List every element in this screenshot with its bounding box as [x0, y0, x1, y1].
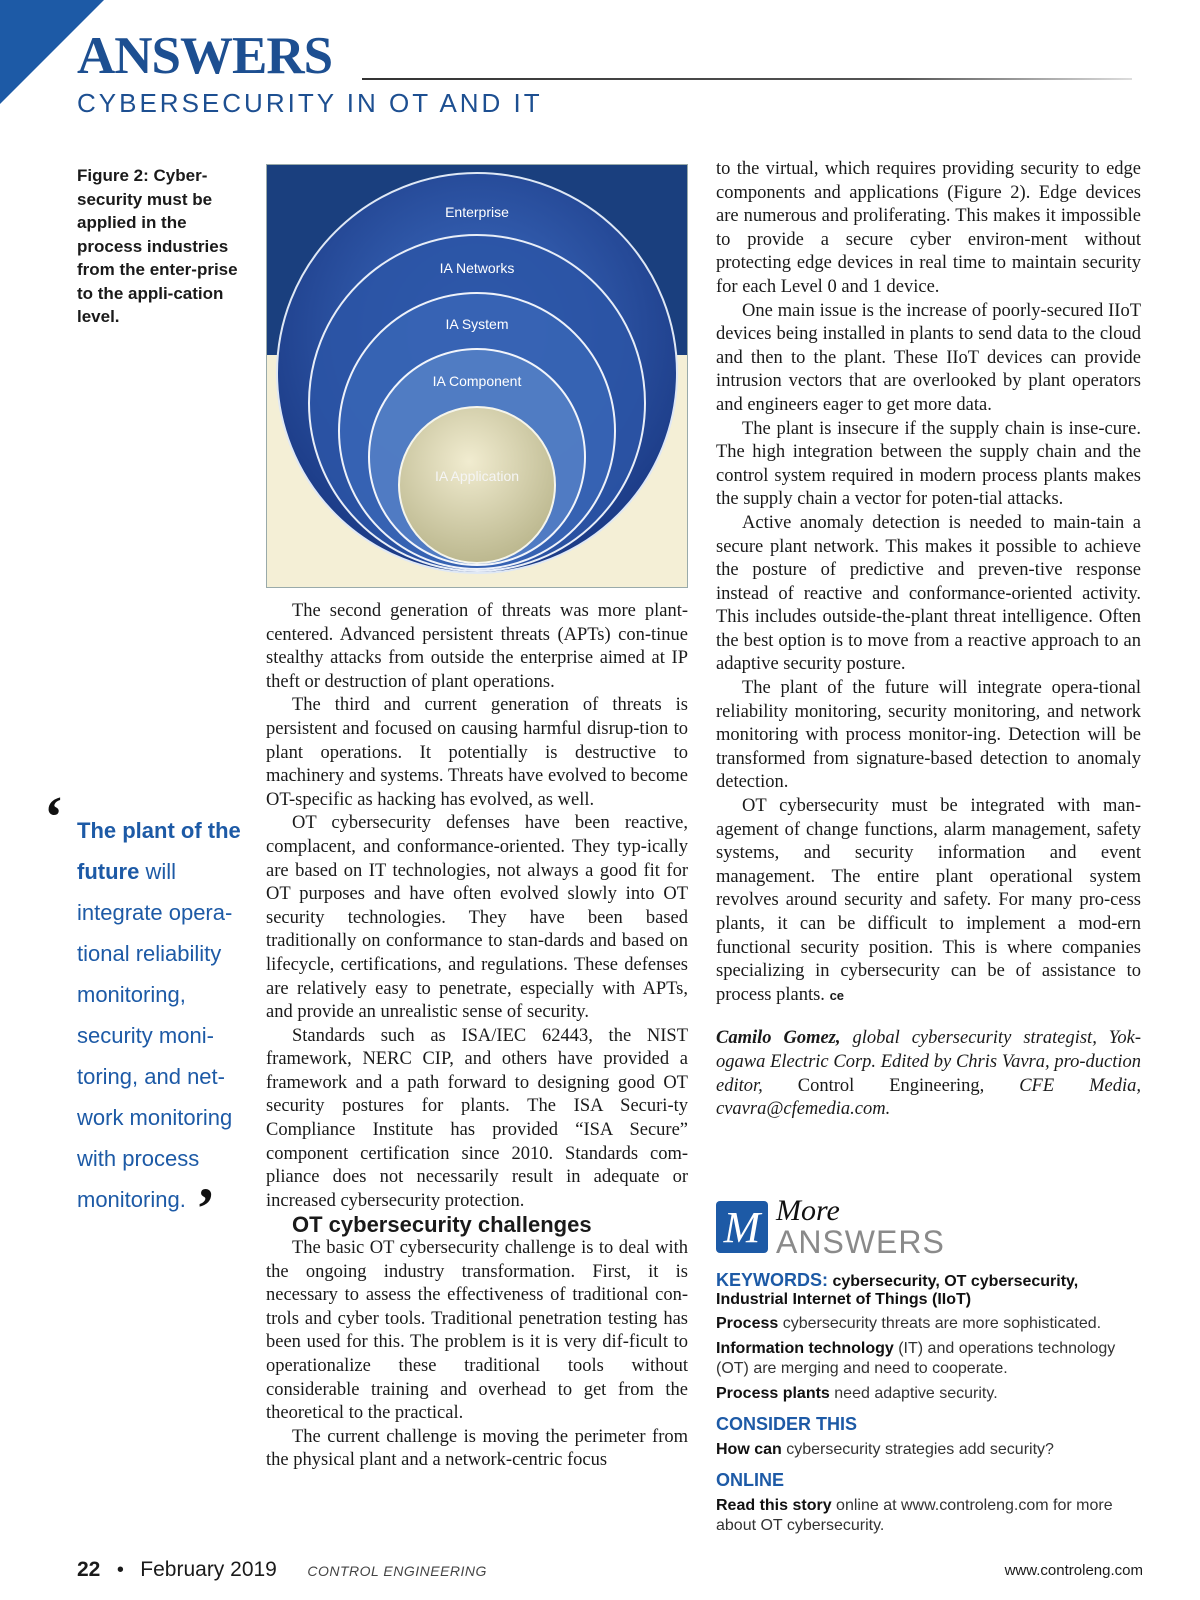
- section-heading: OT cybersecurity challenges: [292, 1212, 592, 1238]
- label-ia-application: IA Application: [434, 468, 520, 484]
- takeaway-text: (IT) and operations technology (OT) are merging and need to cooperate.: [716, 1340, 1116, 1377]
- label-ia-networks: IA Networks: [439, 260, 515, 276]
- label-ia-component: IA Component: [432, 373, 522, 389]
- online-text: online at www.controleng.com for more about OT cybersecurity.: [716, 1497, 1113, 1534]
- paragraph-continuation: to the virtual, which requires providing security to edge components and applications (Figure 2). Edge devices are numerous and proliferating. This makes it impossible to provide a secure cyber environ-ment without protecting edge devices in real time to maintain security for each Level 0 and 1 device.: [716, 159, 1141, 297]
- keywords-text: cybersecurity, OT cybersecurity, Industrial Internet of Things (IIoT): [716, 1273, 1079, 1308]
- paragraph: One main issue is the increase of poorly-secured IIoT devices being installed in plants to send data to the cloud and then to the plant. These IIoT devices can provide intrusion vectors that are overlooked by plant operators and engineers eager to get more data.: [716, 300, 1141, 415]
- magazine-name: CONTROL ENGINEERING: [307, 1563, 487, 1579]
- paragraph: Active anomaly detection is needed to main-tain a secure plant network. This makes it possible to achieve the posture of predictive and preven-tive response instead of reactive and conformance-oriented activity. This includes outside-the-plant threat intelligence. Often the best option is to move from a reactive approach to an adaptive security posture.: [716, 512, 1141, 675]
- author-byline: [716, 1027, 1141, 1121]
- paragraph: The current challenge is moving the perimeter from the physical plant and a network-centric focus: [266, 1426, 688, 1471]
- keywords: [716, 1270, 1146, 1309]
- label-ia-system: IA System: [445, 316, 509, 332]
- more-answers-wordmark: [776, 1196, 945, 1258]
- paragraph: OT cybersecurity defenses have been reactive, complacent, and conformance-oriented. They typ-ically are based on IT technologies, not always a good fit for OT purposes and have often evolved slowly into OT security technologies. They have been based traditionally on conformance to stan-dards and based on lifecycle, certifications, and regulations. These defenses are relatively easy to penetrate, especially with APTs, and provide an unrealistic sense of security.: [266, 813, 688, 1023]
- online-label: ONLINE: [716, 1470, 785, 1490]
- online-bold: Read this story: [716, 1497, 832, 1514]
- article-column-2: [716, 158, 1141, 1122]
- figure-nested-circles: [266, 164, 688, 588]
- page-footer: [77, 1558, 1143, 1582]
- paragraph: The third and current generation of threats is persistent and focused on causing harmful disrup-tion to plant operations. It potentially is destructive to machinery and systems. Threats have evolved to become OT-specific as hacking has evolved, as well.: [266, 695, 688, 810]
- takeaway-bold: Process plants: [716, 1385, 830, 1402]
- consider-text: cybersecurity strategies add security?: [781, 1441, 1054, 1458]
- author-contact: CFE Media, cvavra@cfemedia.com.: [716, 1075, 1142, 1120]
- author-name: Camilo Gomez,: [716, 1028, 841, 1049]
- logo-answers: ANSWERS: [776, 1224, 945, 1260]
- open-quote-mark: ‘: [44, 784, 64, 849]
- close-quote-mark: ’: [196, 1176, 216, 1241]
- takeaway-item: [716, 1314, 1146, 1334]
- final-text: OT cybersecurity must be integrated with man-agement of change functions, alarm management, safety systems, and security information and event management. The entire plant operational system revolves around security and safety. For many pro-cess plants, it can be difficult to implement a mod-ern functional security position. This is where companies specializing in cybersecurity can be of assistance to process plants.: [716, 796, 1141, 1005]
- takeaway-item: [716, 1339, 1146, 1379]
- paragraph: The plant is insecure if the supply chain is inse-cure. The high integration between the supply chain and the control system required in modern process plants makes the supply chain a vector for poten-tial attacks.: [716, 418, 1141, 510]
- author-title: global cybersecurity strategist, Yok-ogawa Electric Corp. Edited by Chris Vavra, pro-duction editor,: [716, 1028, 1141, 1096]
- takeaway-bold: Information technology: [716, 1340, 894, 1357]
- takeaway-bold: Process: [716, 1315, 779, 1332]
- consider-label: CONSIDER THIS: [716, 1414, 858, 1434]
- takeaway-item: [716, 1384, 1146, 1404]
- publication: Control Engineering,: [797, 1075, 985, 1096]
- section-subtitle: CYBERSECURITY IN OT AND IT: [77, 88, 543, 118]
- nested-circles-diagram: [267, 165, 687, 587]
- m-logo-icon: M: [716, 1201, 768, 1253]
- takeaway-text: cybersecurity threats are more sophisticated.: [778, 1315, 1102, 1332]
- keywords-label: KEYWORDS:: [716, 1270, 828, 1290]
- takeaway-text: need adaptive security.: [829, 1385, 998, 1402]
- more-answers-box: [716, 1196, 1146, 1536]
- figure-caption: Figure 2: Cyber-security must be applied in the process industries from the enter-prise to the appli-cation level.: [77, 166, 238, 326]
- paragraph: The plant of the future will integrate opera-tional reliability monitoring, security monitoring, and network monitoring with process monitor-ing. Detection will be transformed from signature-based detection to anomaly detection.: [716, 678, 1141, 793]
- page-number: 22: [77, 1558, 101, 1581]
- paragraph: The basic OT cybersecurity challenge is to deal with the ongoing industry transformation. First, it is necessary to assess the effectiveness of traditional con-trols and cyber tools. Traditional penetration testing has been used for this. The problem is it is very dif-ficult to operationalize these traditional tools without considerable training and overhead to get from the theoretical to the practical.: [266, 1238, 688, 1424]
- paragraph-final: [716, 795, 1141, 1007]
- pull-quote-text: will integrate opera-tional reliability monitoring, security moni-toring, and net-work monitoring with process monitoring.: [77, 859, 233, 1212]
- consider-item: [716, 1440, 1146, 1460]
- label-enterprise: Enterprise: [445, 204, 509, 220]
- pull-quote-bold: The plant of the future: [77, 818, 241, 884]
- title-rule: [362, 78, 1132, 80]
- paragraph: Standards such as ISA/IEC 62443, the NIST framework, NERC CIP, and others have provided a framework and a path forward to designing good OT security postures for plants. The ISA Securi-ty Compliance Institute has provided “ISA Secure” component certification since 2010. Standards com-pliance does not necessarily result in adequate or increased cybersecurity protection.: [266, 1025, 688, 1211]
- section-title: ANSWERS: [77, 27, 333, 85]
- issue-date: February 2019: [140, 1558, 277, 1581]
- website-link[interactable]: www.controleng.com: [1004, 1562, 1143, 1579]
- pull-quote: [77, 810, 252, 1220]
- consider-bold: How can: [716, 1441, 782, 1458]
- paragraph: The second generation of threats was more plant-centered. Advanced persistent threats (APTs) con-tinue stealthy attacks from outside the enterprise aimed at IP theft or destruction of plant operations.: [266, 601, 688, 692]
- more-answers-logo: [716, 1196, 1146, 1258]
- article-column-1: [266, 600, 688, 1473]
- circle-ia-application: [399, 407, 555, 563]
- end-mark: ce: [829, 987, 845, 1003]
- footer-bullet: •: [116, 1559, 124, 1581]
- logo-more: More: [776, 1194, 840, 1227]
- online-item: [716, 1496, 1146, 1536]
